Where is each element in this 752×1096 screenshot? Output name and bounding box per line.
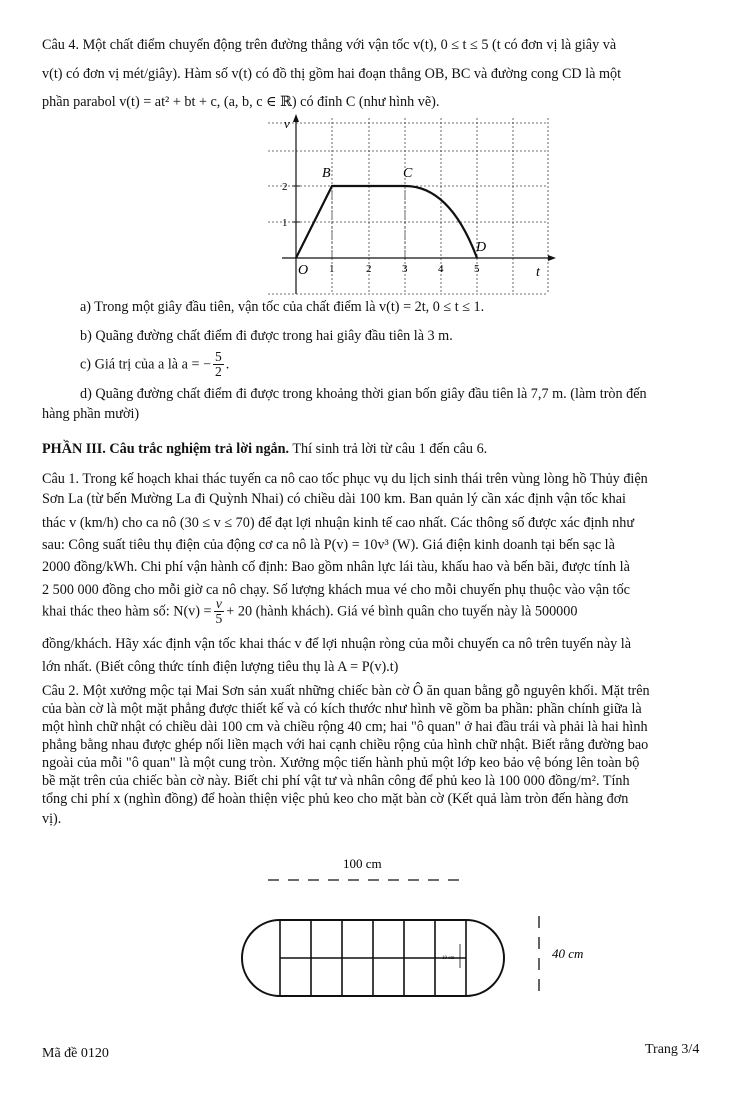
q4-line-2: v(t) có đơn vị mét/giây). Hàm số v(t) có đồ thị gồm hai đoạn thẳng OB, BC và đường cong CD là một <box>42 66 622 82</box>
q1-line-4: sau: Công suất tiêu thụ điện của động cơ ca nô là P(v) = 10v³ (W). Giá điện kinh doanh tại bến sạc là <box>42 537 615 553</box>
q1-line-3: thác v (km/h) cho ca nô (30 ≤ v ≤ 70) để đạt lợi nhuận kinh tế cao nhất. Các thông số được xác định như <box>42 515 635 531</box>
q2-line-2: của bàn cờ là một mặt phẳng được thiết kế và có kích thước như hình vẽ gồm ba phần: phần chính giữa là <box>42 701 642 717</box>
q1-line-8: đồng/khách. Hãy xác định vận tốc khai thác v để lợi nhuận ròng của mỗi chuyến ca nô trên tuyến này là <box>42 636 632 652</box>
board-width-label: 40 cm <box>552 946 584 961</box>
y-tick-1: 1 <box>282 217 288 229</box>
y-tick-2: 2 <box>282 181 288 193</box>
q2-line-5: ngoài của mỗi "ô quan" là một cung tròn. Xưởng mộc tiến hành phủ một lớp keo bảo vệ bóng lên toàn bộ <box>42 755 640 771</box>
x-tick-5: 5 <box>474 263 480 275</box>
point-B-label: B <box>322 166 331 181</box>
page-number: Trang 3/4 <box>645 1042 700 1057</box>
q1-line-1: Câu 1. Trong kế hoạch khai thác tuyến ca nô cao tốc phục vụ du lịch sinh thái trên vùng lòng hồ Thủy điện <box>42 471 648 487</box>
q2-line-7: tổng chi phí x (nghìn đồng) để hoàn thiện việc phủ keo cho mặt bàn cờ (Kết quả làm tròn đến hàng đơn <box>42 791 629 807</box>
q4-option-d-2: hàng phần mười) <box>42 406 140 422</box>
origin-label: O <box>298 263 309 278</box>
q2-line-1: Câu 2. Một xưởng mộc tại Mai Sơn sản xuất những chiếc bàn cờ Ô ăn quan bằng gỗ nguyên khối. Mặt trên <box>42 683 650 699</box>
point-D-label: D <box>476 240 487 255</box>
q4-option-d-1: d) Quãng đường chất điểm đi được trong khoảng thời gian bốn giây đầu tiên là 7,7 m. (làm tròn đến <box>80 386 647 402</box>
graph-grid <box>268 118 548 294</box>
q2-line-3: một hình chữ nhật có chiều dài 100 cm và chiều rộng 40 cm; hai "ô quan" ở hai đầu trái và phải là hai hình <box>42 719 648 735</box>
x-tick-2: 2 <box>366 263 372 275</box>
q4-line-3: phần parabol v(t) = at² + bt + c, (a, b, c ∈ ℝ) có đỉnh C (như hình vẽ). <box>42 94 440 110</box>
x-tick-4: 4 <box>438 263 444 275</box>
board-cells <box>280 920 466 996</box>
x-tick-1: 1 <box>329 263 335 275</box>
x-tick-3: 3 <box>402 263 408 275</box>
q1-line-5: 2000 đồng/kWh. Chi phí vận hành cố định: Bao gồm nhân lực lái tàu, khấu hao và bến bãi, được tính là <box>42 559 630 575</box>
q1-line-2: Sơn La (từ bến Mường La đi Quỳnh Nhai) có chiều dài 100 km. Ban quản lý cần xác định vận tốc khai <box>42 491 626 507</box>
q4-option-c: c) Giá trị của a là a = − $\frac{5}{2}$ . <box>80 349 230 380</box>
q4-option-a: a) Trong một giây đầu tiên, vận tốc của chất điểm là v(t) = 2t, 0 ≤ t ≤ 1. <box>80 299 485 315</box>
board-diagram <box>230 850 650 1010</box>
q2-line-6: bề mặt trên của chiếc bàn cờ này. Biết chi phí vật tư và nhân công để phủ keo là 100 000 đồng/m². Tính <box>42 773 630 789</box>
q2-line-4: phẳng bằng nhau được ghép nối liền mạch với hai cạnh chiều rộng của hình chữ nhật. Biết rằng đường bao <box>42 737 649 753</box>
q2-line-8: vị). <box>42 811 62 827</box>
board-length-label: 100 cm <box>343 856 382 871</box>
point-C-label: C <box>403 166 413 181</box>
q1-line-9: lớn nhất. (Biết công thức tính điện lượng tiêu thụ là A = P(v).t) <box>42 659 399 675</box>
q1-line-6: 2 500 000 đồng cho mỗi giờ ca nô chạy. Số lượng khách mua vé cho mỗi chuyến phụ thuộc vào vận tốc <box>42 582 630 598</box>
q4-line-1: Câu 4. Một chất điểm chuyển động trên đường thẳng với vận tốc v(t), 0 ≤ t ≤ 5 (t có đơn vị là giây và <box>42 37 617 53</box>
q4-option-b: b) Quãng đường chất điểm đi được trong hai giây đầu tiên là 3 m. <box>80 328 453 344</box>
cell-size-label: 10 cm <box>442 956 455 961</box>
q1-line-7: khai thác theo hàm số: N(v) = $\frac{v}{5}$ + 20 (hành khách). Giá vé bình quân cho tuyến này là 500000 <box>42 596 578 627</box>
exam-code: Mã đề 0120 <box>42 1046 109 1061</box>
t-axis-label: t <box>536 265 540 280</box>
v-axis-label: v <box>284 116 290 131</box>
velocity-graph <box>262 110 562 300</box>
q4-option-c-text: c) Giá trị của a là a = − <box>80 356 212 373</box>
part3-heading: PHẦN III. Câu trắc nghiệm trả lời ngắn. Thí sinh trả lời từ câu 1 đến câu 6. <box>42 441 488 457</box>
q1-fraction: $\frac{v}{5}$ <box>215 596 223 627</box>
q4-option-c-fraction: $\frac{5}{2}$ <box>215 349 222 380</box>
